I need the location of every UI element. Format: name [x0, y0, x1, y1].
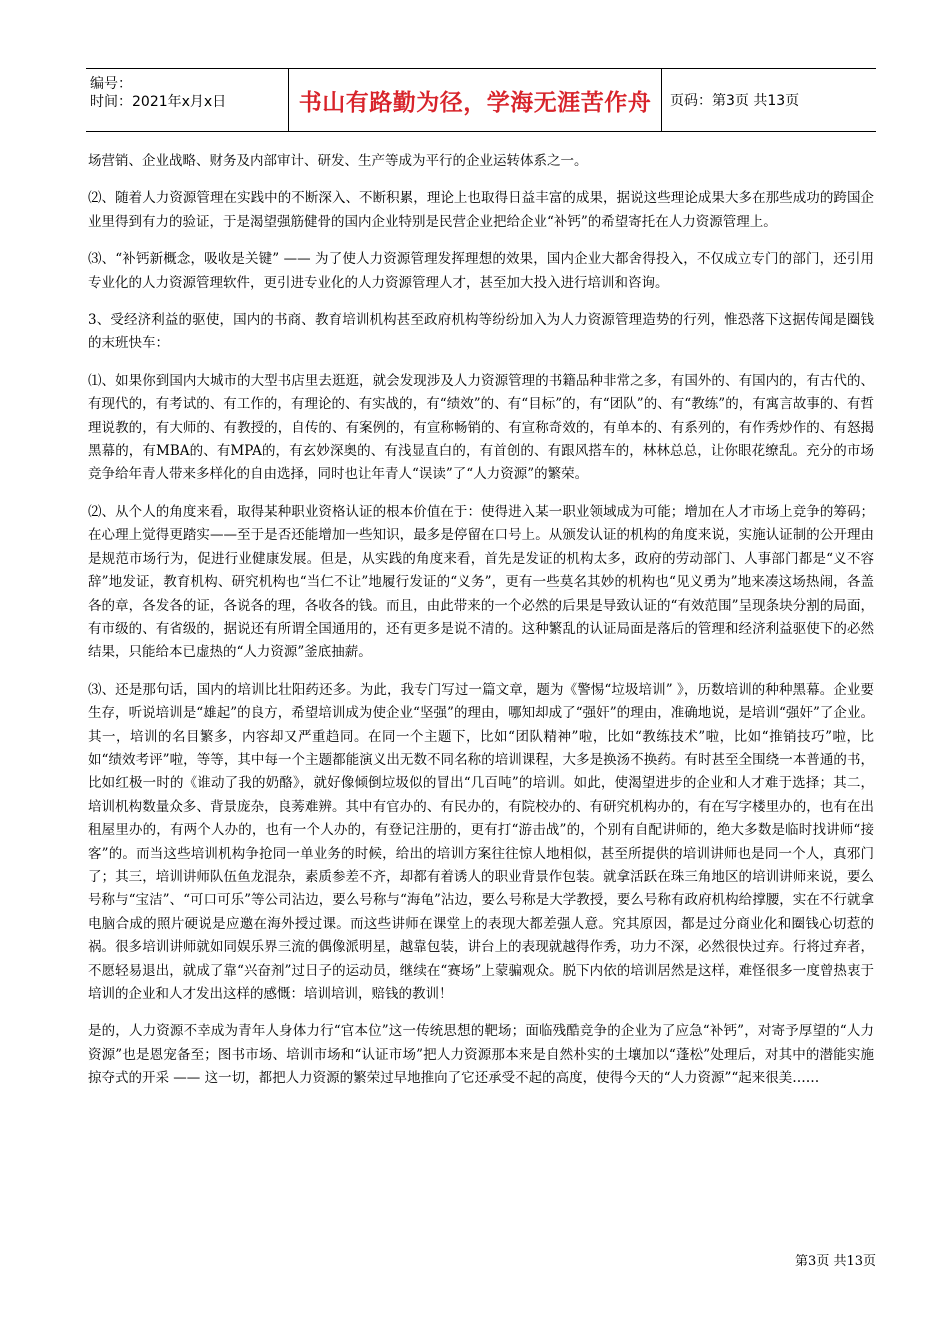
header-page-cell [662, 69, 876, 131]
body-paragraph: ⑶、“补钙新概念，吸收是关键” —— 为了使人力资源管理发挥理想的效果，国内企业大都舍得投入，不仅成立专门的部门，还引用专业化的人力资源管理软件，更引进专业化的人力资源管理人才，甚至加大投入进行培训和咨询。 [88, 251, 874, 291]
page-footer-number: 第3页 共13页 [795, 1254, 876, 1269]
document-number-label: 编号： [90, 76, 132, 92]
body-paragraph: ⑶、还是那句话，国内的培训比壮阳药还多。为此，我专门写过一篇文章，题为《警惕“垃圾培训” 》，历数培训的种种黑幕。企业要生存，听说培训是“雄起”的良方，希望培训成为使企业“坚强”的理由，哪知却成了“强奸”的理由，准确地说，是培训“强奸”了企业。其一，培训的名目繁多，内容却又严重趋同。在同一个主题下，比如“团队精神”啦，比如“教练技术”啦，比如“推销技巧”啦，比如“绩效考评”啦，等等，其中每一个主题都能演义出无数不同名称的培训课程，大多是换汤不换药。有时甚至全围绕一本普通的书，比如红极一时的《谁动了我的奶酪》，就好像倾倒垃圾似的冒出“几百吨”的培训。如此，使渴望进步的企业和人才难于选择；其二，培训机构数量众多、背景庞杂，良莠难辨。其中有官办的、有民办的，有院校办的、有研究机构办的，有在写字楼里办的，也有在出租屋里办的，有两个人办的，也有一个人办的，有登记注册的，更有打“游击战”的，个别有自配讲师的，绝大多数是临时找讲师“接客”的。而当这些培训机构争抢同一单业务的时候，给出的培训方案往往惊人地相似，甚至所提供的培训讲师也是同一个人，真邪门了；其三，培训讲师队伍鱼龙混杂，素质参差不齐，却都有着诱人的职业背景作包装。就拿活跃在珠三角地区的培训讲师来说，要么号称与“宝洁”、“可口可乐”等公司沾边，要么号称与“海龟”沾边，要么号称是大学教授，要么号称有政府机构给撑腰，实在不行就拿电脑合成的照片硬说是应邀在海外授过课。而这些讲师在课堂上的表现大都差强人意。究其原因，都是过分商业化和圈钱心切惹的祸。很多培训讲师就如同娱乐界三流的偶像派明星，越靠包装，讲台上的表现就越得作秀，功力不深，必然很快过弃。行将过弃者，不愿轻易退出，就成了靠“兴奋剂”过日子的运动员，继续在“赛场”上蒙骗观众。脱下内依的培训居然是这样，难怪很多一度曾热衷于培训的企业和人才发出这样的感慨：培训培训，赔钱的教训！ [88, 681, 874, 1002]
document-time-label: 时间：2021年x月x日 [90, 94, 227, 110]
header-meta-cell [86, 69, 288, 131]
body-paragraph: ⑵、从个人的角度来看，取得某种职业资格认证的根本价值在于：使得进入某一职业领域成为可能；增加在人才市场上竞争的筹码；在心理上觉得更踏实——至于是否还能增加一些知识，最多是停留在口号上。从颁发认证的机构的角度来说，实施认证制的公开理由是规范市场行为，促进行业健康发展。但是，从实践的角度来看，首先是发证的机构太多，政府的劳动部门、人事部门都是“义不容辞”地发证，教育机构、研究机构也“当仁不让”地履行发证的“义务”，更有一些莫名其妙的机构也“见义勇为”地来凑这场热闹，各盖各的章，各发各的证，各说各的理，各收各的钱。而且，由此带来的一个必然的后果是导致认证的“有效范围”呈现条块分割的局面，有市级的、有省级的，据说还有所谓全国通用的，还有更多是说不清的。这种繁乱的认证局面是落后的管理和经济利益驱使下的必然结果，只能给本已虚热的“人力资源”釜底抽薪。 [88, 503, 874, 661]
document-body [88, 150, 874, 1105]
header-page-info: 页码：第3页 共13页 [670, 93, 800, 109]
body-paragraph: 3、受经济利益的驱使，国内的书商、教育培训机构甚至政府机构等纷纷加入为人力资源管理造势的行列，惟恐落下这据传闻是圈钱的末班快车： [88, 312, 874, 352]
body-paragraph: ⑵、随着人力资源管理在实践中的不断深入、不断积累，理论上也取得日益丰富的成果，据说这些理论成果大多在那些成功的跨国企业里得到有力的验证，于是渴望强筋健骨的国内企业特别是民营企业把给企业“补钙”的希望寄托在人力资源管理上。 [88, 190, 874, 230]
body-paragraph: 场营销、企业战略、财务及内部审计、研发、生产等成为平行的企业运转体系之一。 [88, 153, 588, 169]
header-motto: 书山有路勤为径，学海无涯苦作舟 [298, 89, 652, 116]
body-paragraph: ⑴、如果你到国内大城市的大型书店里去逛逛，就会发现涉及人力资源管理的书籍品种非常之多，有国外的、有国内的，有古代的、有现代的，有考试的、有工作的，有理论的、有实战的，有“绩效”的、有“目标”的，有“团队”的、有“教练”的，有寓言故事的、有哲理说教的，有大师的、有教授的，自传的、有案例的，有宣称畅销的、有宣称奇效的，有单本的、有系列的，有作秀炒作的、有怒揭黑幕的，有MBA的、有MPA的，有玄妙深奥的、有浅显直白的，有首创的、有跟风搭车的，林林总总，让你眼花缭乱。充分的市场竞争给年青人带来多样化的自由选择，同时也让年青人“误读”了“人力资源”的繁荣。 [88, 372, 874, 483]
page-header [86, 68, 876, 132]
header-motto-cell [288, 69, 662, 131]
body-paragraph: 是的，人力资源不幸成为青年人身体力行“官本位”这一传统思想的靶场；面临残酷竞争的企业为了应急“补钙”，对寄予厚望的“人力资源”也是恩宠备至；图书市场、培训市场和“认证市场”把人力资源那本来是自然朴实的土壤加以“蓬松”处理后，对其中的潜能实施掠夺式的开采 —— 这一切，都把人力资源的繁荣过早地推向了它还承受不起的高度，使得今天的“人力资源”“起来很美…… [88, 1023, 874, 1087]
